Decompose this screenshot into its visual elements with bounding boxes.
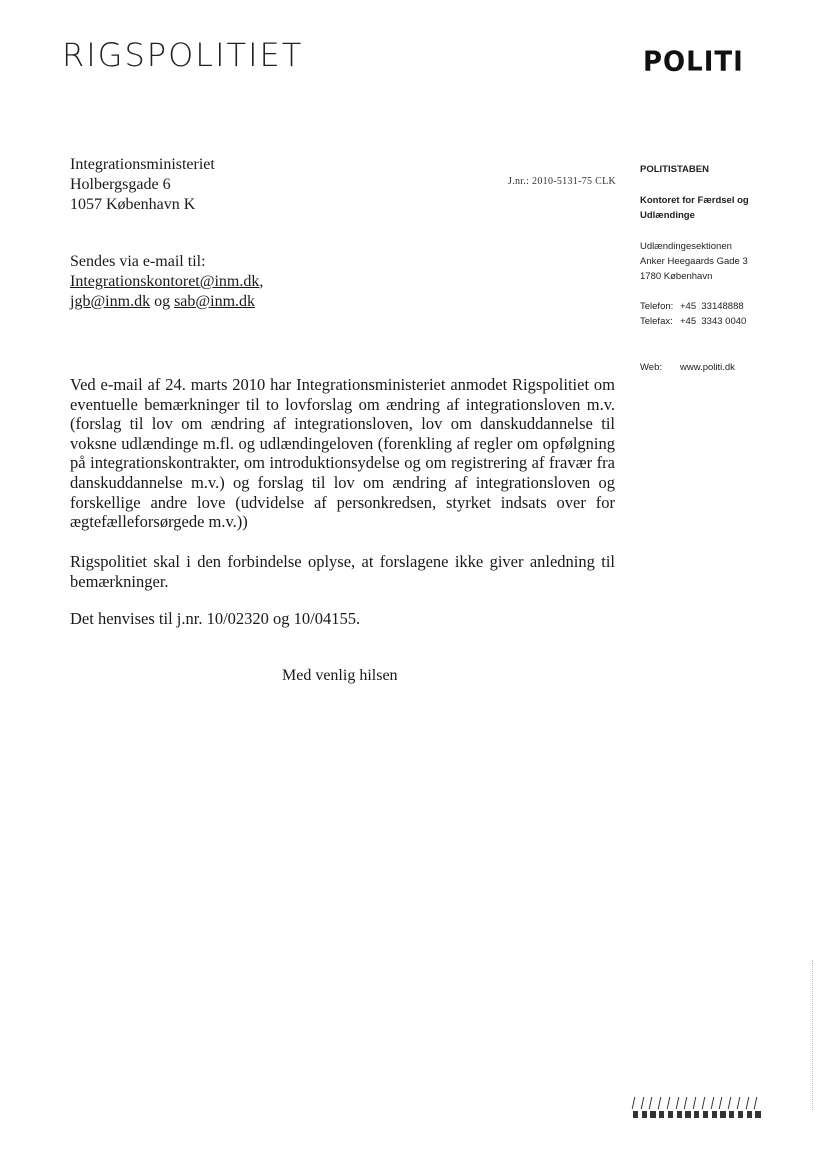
letterhead-brand: RIGSPOLITIET xyxy=(62,36,304,74)
recipient-address xyxy=(70,155,215,215)
body-paragraph-2: Rigspolitiet skal i den forbindelse oplyse, at forslagene ikke giver anledning til bemærkninger. xyxy=(70,552,615,591)
email-link-sab[interactable]: sab@inm.dk xyxy=(174,293,256,310)
sidebar-fax-value: +45 3343 0040 xyxy=(680,316,747,327)
sidebar-office-line1: Kontoret for Færdsel og xyxy=(640,195,749,206)
recipient-name: Integrationsministeriet xyxy=(70,156,215,173)
sidebar-section: Udlændingesektionen xyxy=(640,241,732,252)
politi-logo: POLITI xyxy=(643,46,744,78)
email-link-integrationskontoret[interactable]: Integrationskontoret@inm.dk xyxy=(70,273,260,290)
email-link-jgb[interactable]: jgb@inm.dk xyxy=(70,293,151,310)
email-joiner: og xyxy=(150,293,175,310)
barcode-icon xyxy=(633,1097,761,1118)
sidebar-fax-label: Telefax: xyxy=(640,316,673,327)
recipient-city: 1057 København K xyxy=(70,196,196,213)
email-separator: , xyxy=(259,273,264,290)
recipient-street: Holbergsgade 6 xyxy=(70,176,171,193)
barcode-top-row xyxy=(633,1097,761,1109)
sidebar-office-line2: Udlændinge xyxy=(640,210,695,221)
sidebar-web-link[interactable]: www.politi.dk xyxy=(680,362,735,373)
send-via-label: Sendes via e-mail til: xyxy=(70,253,206,270)
sidebar-department: POLITISTABEN xyxy=(640,164,709,175)
send-via-block xyxy=(70,252,263,312)
closing-greeting: Med venlig hilsen xyxy=(282,667,398,684)
barcode-bottom-row xyxy=(633,1111,761,1118)
body-paragraph-1: Ved e-mail af 24. marts 2010 har Integrationsministeriet anmodet Rigspolitiet om eventuelle bemærkninger til to lovforslag om ændring af integrationsloven m.v. (forslag til lov om ændring af integrationsloven, lov om danskuddannelse til voksne udlændinge m.fl. og udlændingeloven (forenkling af regler om opfølgning på integrationskontrakter, om introduktionsydelse og om registrering af fravær fra danskuddannelse m.v.) og forslag til lov om ændring af integrationsloven og forskellige andre love (udvidelse af personkredsen, styrket indsats over for ægtefælleforsørgede m.v.)) xyxy=(70,375,615,532)
journal-number: J.nr.: 2010-5131-75 CLK xyxy=(508,176,617,187)
sidebar-web-label: Web: xyxy=(640,362,663,373)
scan-artifact-line xyxy=(812,960,814,1110)
sidebar-city: 1780 København xyxy=(640,271,713,282)
sidebar-phone-label: Telefon: xyxy=(640,301,674,312)
sidebar-street: Anker Heegaards Gade 3 xyxy=(640,256,748,267)
body-paragraph-3: Det henvises til j.nr. 10/02320 og 10/04155. xyxy=(70,609,361,628)
sidebar-phone-value: +45 33148888 xyxy=(680,301,744,312)
